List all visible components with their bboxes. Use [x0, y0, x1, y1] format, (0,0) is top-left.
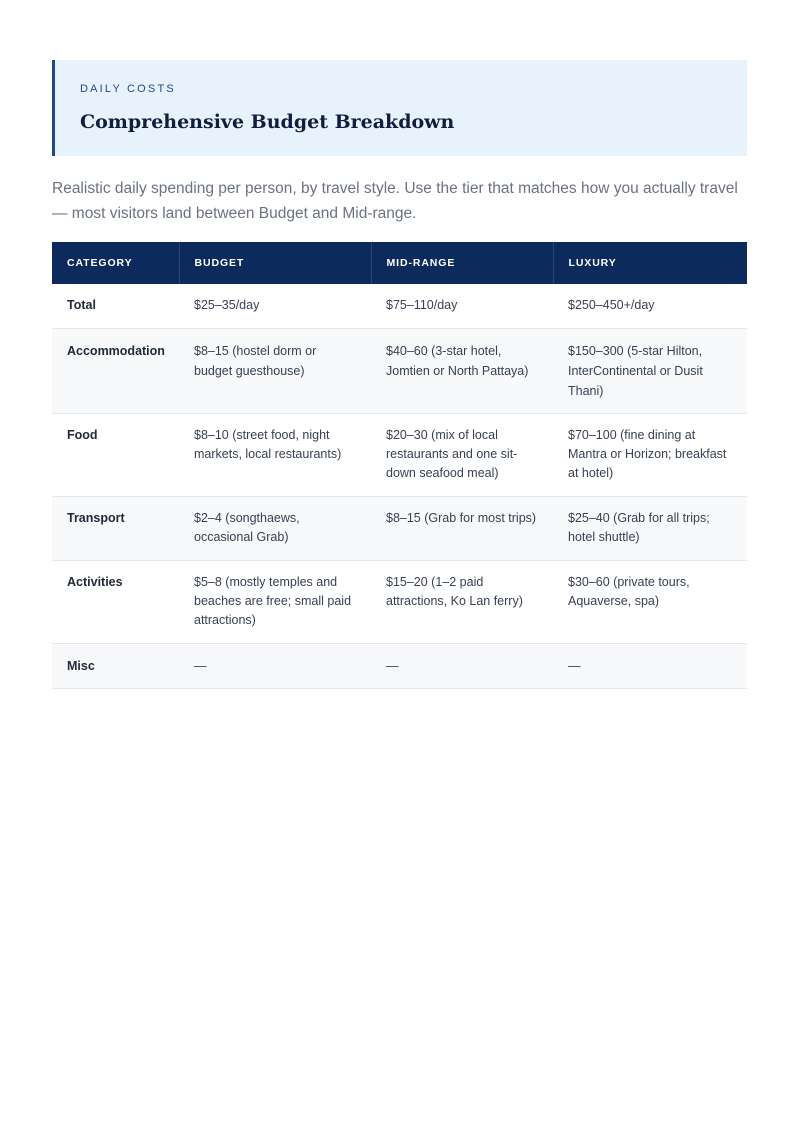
cell-luxury: $25–40 (Grab for all trips; hotel shuttle) — [568, 510, 710, 544]
row-category: Food — [67, 427, 98, 442]
budget-table — [52, 242, 747, 689]
cell-budget: $8–15 (hostel dorm or budget guesthouse) — [194, 343, 317, 378]
table-row — [52, 643, 747, 688]
table-row — [52, 413, 747, 496]
cell-luxury: — — [568, 658, 581, 673]
page — [52, 60, 747, 689]
row-category: Transport — [67, 510, 125, 525]
cell-budget: $2–4 (songthaews, occasional Grab) — [194, 510, 300, 544]
row-category: Accommodation — [67, 343, 165, 358]
table-row — [52, 560, 747, 643]
cell-luxury: $250–450+/day — [568, 298, 655, 312]
cell-mid-range: $8–15 (Grab for most trips) — [386, 510, 537, 525]
cell-mid-range: $20–30 (mix of local restaurants and one sit-down seafood meal) — [386, 427, 518, 480]
row-category: Misc — [67, 658, 95, 673]
cell-budget: $8–10 (street food, night markets, local restaurants) — [194, 427, 342, 461]
cell-mid-range: $40–60 (3-star hotel, Jomtien or North Pattaya) — [386, 343, 529, 378]
cell-luxury: $30–60 (private tours, Aquaverse, spa) — [568, 574, 690, 608]
row-category: Total — [67, 298, 96, 312]
cell-mid-range: $15–20 (1–2 paid attractions, Ko Lan ferry) — [386, 574, 523, 608]
column-header-budget: BUDGET — [179, 242, 371, 284]
table-row — [52, 496, 747, 560]
column-header-mid-range: MID-RANGE — [371, 242, 553, 284]
table-header-row — [52, 242, 747, 284]
column-header-category: CATEGORY — [52, 242, 179, 284]
table-row — [52, 328, 747, 413]
cell-luxury: $150–300 (5-star Hilton, InterContinental or Dusit Thani) — [568, 343, 703, 398]
cell-budget: $25–35/day — [194, 298, 260, 312]
row-category: Activities — [67, 574, 123, 589]
section-eyebrow: DAILY COSTS — [80, 83, 176, 95]
column-header-luxury: LUXURY — [568, 257, 617, 269]
cell-budget: — — [194, 658, 207, 673]
intro-paragraph: Realistic daily spending per person, by travel style. Use the tier that matches how you actually travel — most visitors land between Budget and Mid-range. — [52, 180, 738, 222]
table-row — [52, 284, 747, 328]
cell-mid-range: — — [386, 658, 399, 673]
cell-budget: $5–8 (mostly temples and beaches are free; small paid attractions) — [194, 574, 352, 627]
cell-luxury: $70–100 (fine dining at Mantra or Horizon; breakfast at hotel) — [568, 427, 727, 480]
section-header — [52, 60, 747, 156]
cell-mid-range: $75–110/day — [386, 298, 458, 312]
page-title: Comprehensive Budget Breakdown — [80, 111, 455, 133]
